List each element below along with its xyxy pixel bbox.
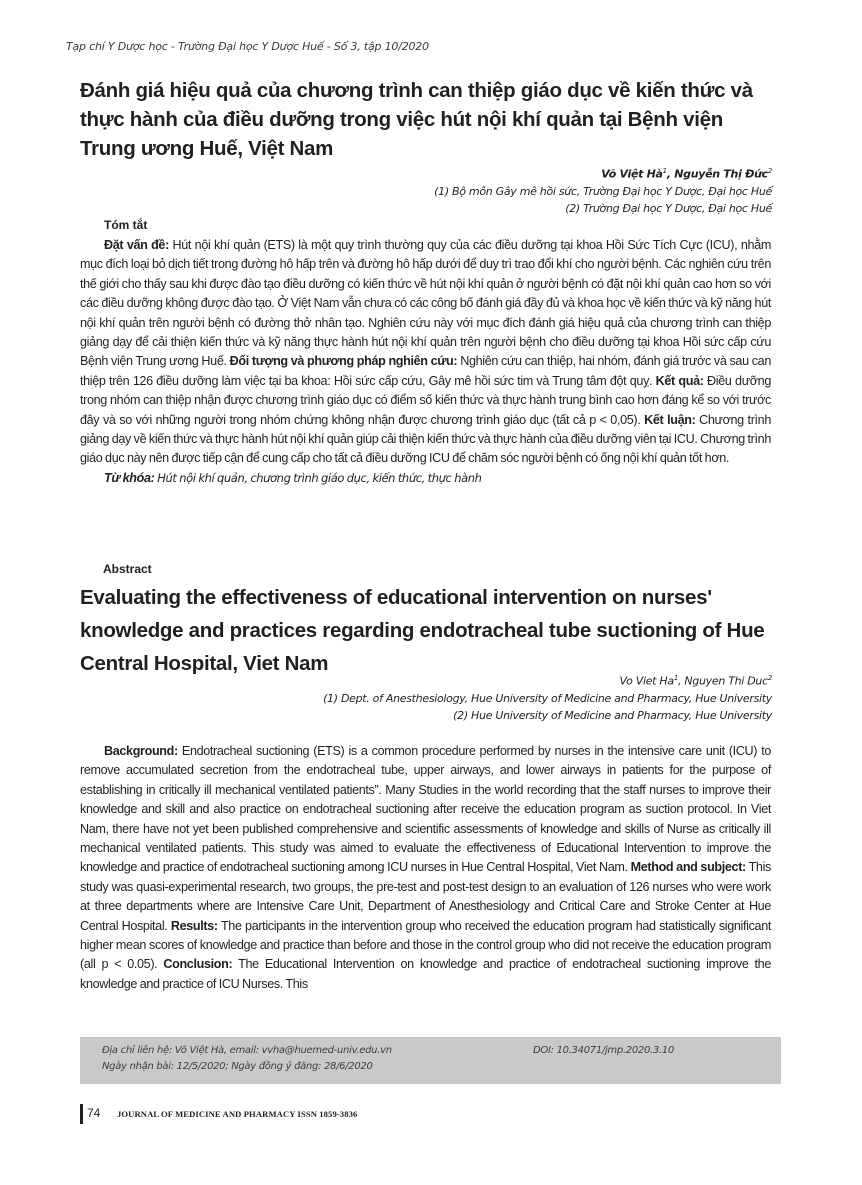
- author-superscript: 2: [767, 674, 772, 682]
- conclusion-label: Conclusion:: [163, 957, 233, 972]
- affiliation: (2) Hue University of Medicine and Pharmacy, Hue University: [453, 708, 772, 722]
- vietnamese-summary: [80, 236, 771, 488]
- background-text: Endotracheal suctioning (ETS) is a common procedure performed by nurses in the intensive care unit (ICU) to remove accumulated secretion from the endotracheal tube, upper airways, and lower airways in patients for the purpose of establishing in critically ill mechanical ventilated patients”. Many Studies in the world recording that the staff nurses to improve their knowledge and skill and also practice on endotracheal suctioning after receive the education program as suction protocol. In Viet Nam, there have not yet been published comprehensive and scientific assessments of knowledge and skills of Nurse as critically ill mechanical ventilated patients. This study was aimed to evaluate the effectiveness of Educational Intervention to improve the knowledge and practice of endotracheal suctioning among ICU nurses in Hue Central Hospital, Viet Nam.: [80, 744, 771, 875]
- summary-heading: Tóm tắt: [104, 218, 148, 232]
- methods-text: Nghiên cứu can thiệp, hai nhóm, đánh giá trước và sau can thiệp trên 126 điều dưỡng làm việc tại ba khoa: Hồi sức cấp cứu, Gây mê hồi sức tim và Trung tâm đột quỵ.: [80, 354, 771, 388]
- contact-info-box: [80, 1037, 781, 1084]
- doi: DOI: 10.34071/jmp.2020.3.10: [533, 1045, 674, 1056]
- author-superscript: 2: [767, 167, 772, 175]
- english-title: Evaluating the effectiveness of educational intervention on nurses' knowledge and practices regarding endotracheal tube suctioning of Hue Central Hospital, Viet Nam: [80, 586, 765, 675]
- methods-label: Đối tượng và phương pháp nghiên cứu:: [229, 354, 458, 369]
- summary-paragraph: [80, 236, 771, 469]
- conclusion-label: Kết luận:: [644, 412, 696, 427]
- author-name: Vo Viet Ha: [619, 674, 674, 688]
- author-superscript: 1: [662, 167, 667, 175]
- english-authors-block: [323, 670, 772, 724]
- author-separator: ,: [666, 167, 675, 181]
- author-line: [323, 670, 772, 690]
- author-name: Nguyen Thi Duc: [684, 674, 768, 688]
- results-text: Điều dưỡng trong nhóm can thiệp nhận được chương trình giáo dục có điểm số kiến thức và thực hành trung bình cao hơn đáng kể so với trước đây và so với những người trong nhóm chứng không nhận được chương trình giáo dục (tất cả p < 0,05).: [80, 373, 771, 427]
- contact-address: Địa chỉ liên hệ: Võ Việt Hà, email: vvha@huemed-univ.edu.vn: [102, 1045, 392, 1056]
- author-name: Nguyễn Thị Đức: [674, 167, 768, 181]
- methods-label: Method and subject:: [630, 860, 746, 875]
- keywords-text: Hút nội khí quản, chương trình giáo dục, kiến thức, thực hành: [154, 470, 482, 485]
- conclusion-text: The Educational Intervention on knowledge and practice of endotracheal suctioning improve the knowledge and practice of ICU Nurses. This: [80, 957, 771, 991]
- conclusion-text: Chương trình giảng dạy về kiến thức và thực hành hút nội khí quản giúp cải thiện kiến thức và thực hành của điều dưỡng viên tại ICU. Chương trình giáo dục này nên được tiếp cận để cung cấp cho tất cả điều dưỡng ICU để chăm sóc người bệnh có ống nội khí quản tốt hơn.: [80, 412, 771, 466]
- page-number: 74: [87, 1106, 101, 1120]
- author-superscript: 1: [673, 674, 678, 682]
- methods-text: This study was quasi-experimental research, two groups, the pre-test and post-test design to an evaluation of 126 nurses who were work at three departments where are Intensive Care Unit, Department of Anesthesiology and Critical Care and Stroke Center at Hue Central Hospital.: [80, 860, 771, 933]
- vietnamese-authors-block: [434, 163, 772, 217]
- running-head: Tạp chí Y Dược học - Trường Đại học Y Dược Huế - Số 3, tập 10/2020: [66, 40, 429, 53]
- keywords-line: [80, 469, 771, 488]
- author-name: Võ Việt Hà: [601, 167, 663, 181]
- author-separator: ,: [677, 674, 685, 688]
- submission-dates: Ngày nhận bài: 12/5/2020; Ngày đồng ý đăng: 28/6/2020: [102, 1061, 373, 1072]
- vietnamese-title: Đánh giá hiệu quả của chương trình can thiệp giáo dục về kiến thức và thực hành của điều dưỡng trong việc hút nội khí quản tại Bệnh viện Trung ương Huế, Việt Nam: [80, 79, 753, 160]
- affiliation: (2) Trường Đại học Y Dược, Đại học Huế: [565, 201, 772, 215]
- english-abstract: [80, 742, 771, 994]
- affiliation: (1) Bộ môn Gây mê hồi sức, Trường Đại học Y Dược, Đại học Huế: [434, 184, 772, 198]
- abstract-paragraph: [80, 742, 771, 994]
- footer-accent-bar: [80, 1104, 83, 1124]
- background-label: Background:: [104, 744, 178, 758]
- results-label: Kết quả:: [655, 373, 704, 388]
- affiliation: (1) Dept. of Anesthesiology, Hue University of Medicine and Pharmacy, Hue University: [323, 691, 772, 705]
- background-label: Đặt vấn đề:: [104, 238, 169, 252]
- abstract-heading: Abstract: [103, 562, 152, 576]
- results-text: The participants in the intervention group who received the education program had statistically significant higher mean scores of knowledge and practice than before and those in the control group who did not receive the education program (all p < 0.05).: [80, 918, 771, 972]
- author-line: [434, 163, 772, 183]
- keywords-label: Từ khóa:: [104, 470, 155, 485]
- background-text: Hút nội khí quản (ETS) là một quy trình thường quy của các điều dưỡng tại khoa Hồi Sức Tích Cực (ICU), nhằm mục đích loại bỏ dịch tiết trong đường hô hấp trên và đường hô hấp dưới để duy trì trao đổi khí cho người bệnh. Các nghiên cứu trên thế giới cho thấy sau khi được đào tạo điều dưỡng có kiến thức về hút nội khí quản ở người bệnh có đặt nội khí quản cao hơn so với các điều dưỡng không được đào tạo. Ở Việt Nam vẫn chưa có các công bố đánh giá đầy đủ và khoa học về kiến thức và kỹ năng hút nội khí quản trên người bệnh có đường thở nhân tạo. Nghiên cứu này với mục đích đánh giá hiệu quả của chương trình can thiệp giảng dạy để cải thiện kiến thức và kỹ năng thực hành hút nội khí quản trên người bệnh cho điều dưỡng tại khoa Hồi sức cấp cứu Bệnh viện Trung ương Huế.: [80, 238, 771, 369]
- journal-footer: JOURNAL OF MEDICINE AND PHARMACY ISSN 1859-3836: [117, 1109, 358, 1119]
- results-label: Results:: [170, 918, 218, 933]
